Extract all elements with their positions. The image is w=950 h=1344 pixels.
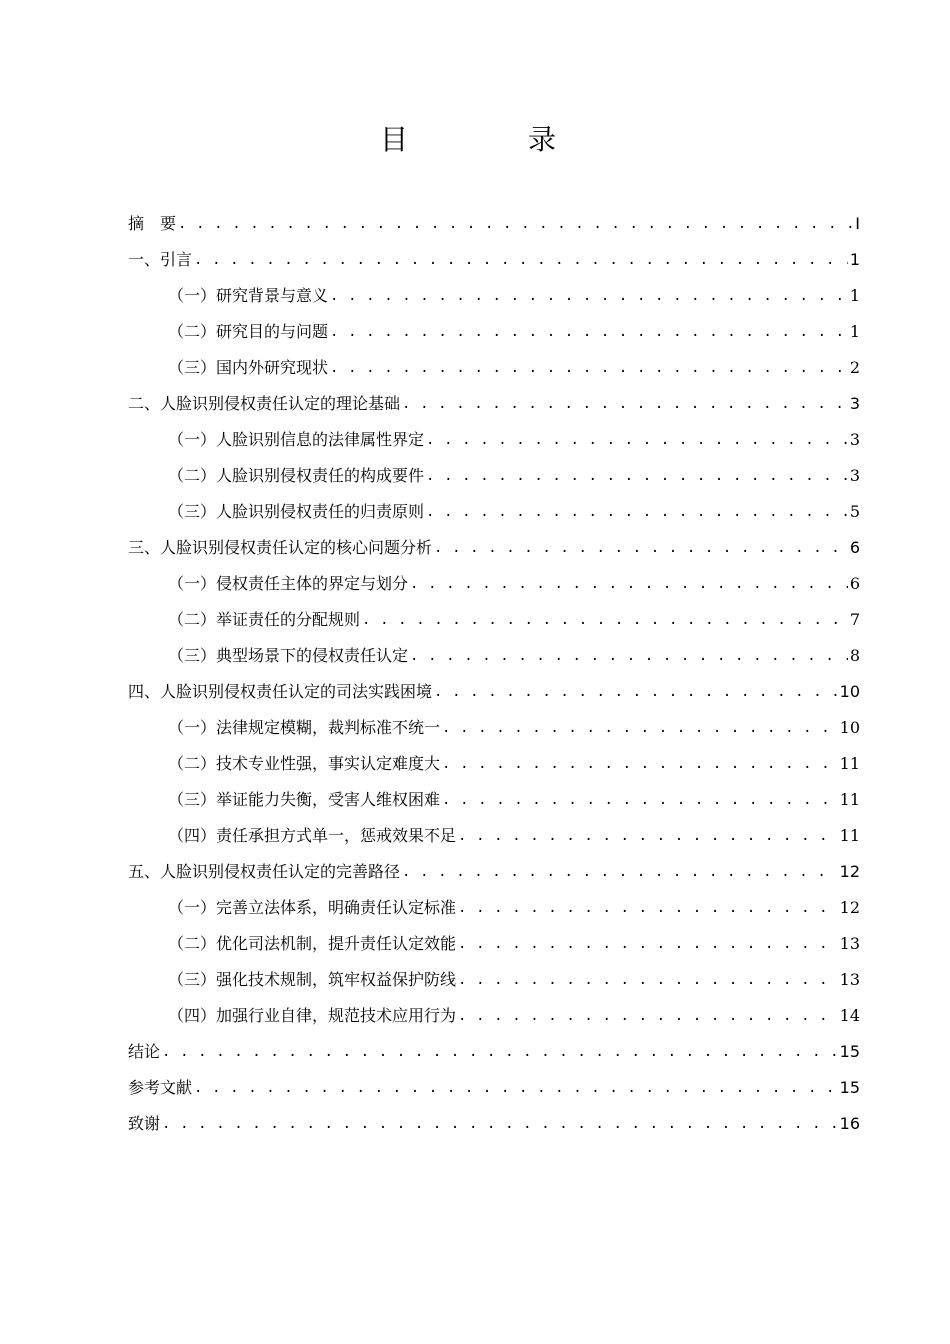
toc-entry[interactable] bbox=[128, 1106, 860, 1142]
table-of-contents bbox=[128, 206, 860, 1142]
toc-entry-page-number: 11 bbox=[839, 754, 860, 773]
toc-entry-page-number: 10 bbox=[839, 718, 860, 737]
toc-entry[interactable] bbox=[128, 818, 860, 854]
toc-entry[interactable] bbox=[128, 350, 860, 386]
toc-entry-page-number: 12 bbox=[839, 898, 860, 917]
toc-entry-label: 致谢 bbox=[128, 1114, 161, 1133]
toc-entry-page-number: 8 bbox=[849, 646, 860, 665]
toc-entry-label: 一、引言 bbox=[128, 250, 193, 269]
toc-entry-page-number: 5 bbox=[849, 502, 860, 521]
dot-leader bbox=[162, 1034, 838, 1070]
dot-leader bbox=[458, 926, 838, 962]
toc-entry-page-number: 3 bbox=[849, 394, 860, 413]
dot-leader bbox=[426, 494, 848, 530]
toc-entry-page-number: 2 bbox=[849, 358, 860, 377]
dot-leader bbox=[362, 602, 848, 638]
dot-leader bbox=[426, 422, 848, 458]
dot-leader bbox=[194, 242, 848, 278]
toc-entry[interactable] bbox=[128, 926, 860, 962]
toc-entry-page-number: 13 bbox=[839, 970, 860, 989]
dot-leader bbox=[330, 350, 848, 386]
dot-leader bbox=[458, 998, 838, 1034]
dot-leader bbox=[162, 1106, 838, 1142]
toc-entry-page-number: 15 bbox=[839, 1042, 860, 1061]
toc-entry-label: （三）强化技术规制，筑牢权益保护防线 bbox=[168, 970, 457, 989]
dot-leader bbox=[434, 674, 838, 710]
toc-entry-page-number: 7 bbox=[849, 610, 860, 629]
toc-entry[interactable] bbox=[128, 602, 860, 638]
page-title: 目 录 bbox=[379, 123, 602, 156]
dot-leader bbox=[458, 890, 838, 926]
toc-entry[interactable] bbox=[128, 890, 860, 926]
toc-entry-label: （四）责任承担方式单一，惩戒效果不足 bbox=[168, 826, 457, 845]
dot-leader bbox=[442, 782, 838, 818]
toc-entry-page-number: 6 bbox=[849, 574, 860, 593]
dot-leader bbox=[434, 530, 848, 566]
dot-leader bbox=[330, 314, 848, 350]
toc-entry-label: 结论 bbox=[128, 1042, 161, 1061]
toc-entry-page-number: 14 bbox=[839, 1006, 860, 1025]
toc-entry[interactable] bbox=[128, 782, 860, 818]
toc-entry-label: （三）人脸识别侵权责任的归责原则 bbox=[168, 502, 425, 521]
dot-leader bbox=[194, 1070, 838, 1106]
toc-entry-label: 摘 要 bbox=[128, 214, 177, 233]
toc-entry[interactable] bbox=[128, 1070, 860, 1106]
toc-entry-label: （三）典型场景下的侵权责任认定 bbox=[168, 646, 409, 665]
toc-entry-label: 二、人脸识别侵权责任认定的理论基础 bbox=[128, 394, 401, 413]
toc-entry-page-number: 3 bbox=[849, 466, 860, 485]
dot-leader bbox=[458, 818, 838, 854]
toc-entry-label: （二）人脸识别侵权责任的构成要件 bbox=[168, 466, 425, 485]
dot-leader bbox=[458, 962, 838, 998]
toc-entry-page-number: 1 bbox=[849, 322, 860, 341]
toc-entry[interactable] bbox=[128, 854, 860, 890]
toc-entry[interactable] bbox=[128, 746, 860, 782]
toc-entry[interactable] bbox=[128, 278, 860, 314]
toc-entry-label: （二）研究目的与问题 bbox=[168, 322, 329, 341]
dot-leader bbox=[330, 278, 848, 314]
toc-entry-page-number: 6 bbox=[849, 538, 860, 557]
toc-entry-label: （三）国内外研究现状 bbox=[168, 358, 329, 377]
toc-entry-label: （二）技术专业性强，事实认定难度大 bbox=[168, 754, 441, 773]
toc-entry[interactable] bbox=[128, 530, 860, 566]
toc-entry[interactable] bbox=[128, 710, 860, 746]
toc-entry[interactable] bbox=[128, 314, 860, 350]
dot-leader bbox=[410, 566, 848, 602]
toc-entry-page-number: 13 bbox=[839, 934, 860, 953]
toc-entry-label: 四、人脸识别侵权责任认定的司法实践困境 bbox=[128, 682, 433, 701]
toc-entry-page-number: 11 bbox=[839, 790, 860, 809]
toc-entry[interactable] bbox=[128, 386, 860, 422]
dot-leader bbox=[402, 386, 848, 422]
toc-entry-label: （三）举证能力失衡，受害人维权困难 bbox=[168, 790, 441, 809]
toc-entry-label: （二）举证责任的分配规则 bbox=[168, 610, 361, 629]
toc-entry-page-number: 16 bbox=[839, 1114, 860, 1133]
toc-entry-label: （一）法律规定模糊，裁判标准不统一 bbox=[168, 718, 441, 737]
toc-entry[interactable] bbox=[128, 1034, 860, 1070]
toc-entry-label: 五、人脸识别侵权责任认定的完善路径 bbox=[128, 862, 401, 881]
toc-entry-page-number: 10 bbox=[839, 682, 860, 701]
toc-entry[interactable] bbox=[128, 494, 860, 530]
dot-leader bbox=[410, 638, 848, 674]
toc-entry-label: （一）侵权责任主体的界定与划分 bbox=[168, 574, 409, 593]
toc-entry-label: 参考文献 bbox=[128, 1078, 193, 1097]
dot-leader bbox=[442, 710, 838, 746]
dot-leader bbox=[426, 458, 848, 494]
toc-entry[interactable] bbox=[128, 458, 860, 494]
toc-entry[interactable] bbox=[128, 638, 860, 674]
toc-entry-label: （一）人脸识别信息的法律属性界定 bbox=[168, 430, 425, 449]
toc-entry[interactable] bbox=[128, 242, 860, 278]
toc-entry-label: （二）优化司法机制，提升责任认定效能 bbox=[168, 934, 457, 953]
toc-entry[interactable] bbox=[128, 206, 860, 242]
toc-entry-page-number: 1 bbox=[849, 286, 860, 305]
toc-entry-page-number: 3 bbox=[849, 430, 860, 449]
dot-leader bbox=[442, 746, 838, 782]
toc-entry-label: 三、人脸识别侵权责任认定的核心问题分析 bbox=[128, 538, 433, 557]
toc-entry[interactable] bbox=[128, 998, 860, 1034]
toc-entry-page-number: 11 bbox=[839, 826, 860, 845]
toc-entry-page-number: 1 bbox=[849, 250, 860, 269]
toc-entry-label: （四）加强行业自律，规范技术应用行为 bbox=[168, 1006, 457, 1025]
toc-entry[interactable] bbox=[128, 674, 860, 710]
toc-entry[interactable] bbox=[128, 962, 860, 998]
toc-entry-page-number: I bbox=[855, 214, 860, 233]
toc-entry-label: （一）完善立法体系，明确责任认定标准 bbox=[168, 898, 457, 917]
toc-entry[interactable] bbox=[128, 566, 860, 602]
toc-entry[interactable] bbox=[128, 422, 860, 458]
toc-entry-page-number: 12 bbox=[839, 862, 860, 881]
toc-entry-page-number: 15 bbox=[839, 1078, 860, 1097]
dot-leader bbox=[402, 854, 838, 890]
dot-leader bbox=[178, 206, 853, 242]
toc-entry-label: （一）研究背景与意义 bbox=[168, 286, 329, 305]
